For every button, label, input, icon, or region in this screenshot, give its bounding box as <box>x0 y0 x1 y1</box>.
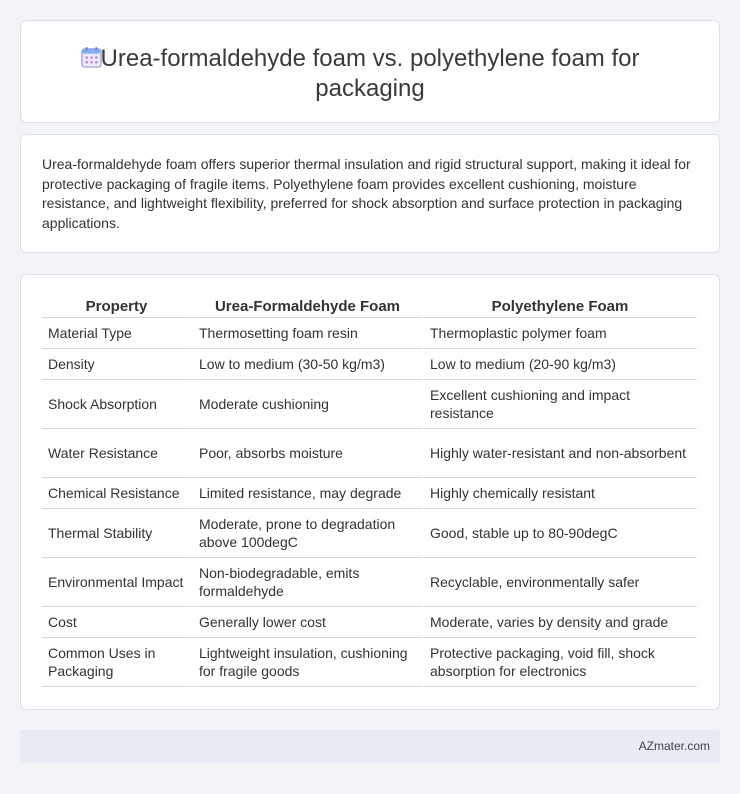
cell-property: Shock Absorption <box>42 380 193 429</box>
cell-property: Material Type <box>42 318 193 349</box>
footer-brand[interactable]: AZmater.com <box>638 739 710 753</box>
table-row <box>42 558 698 607</box>
cell-urea: Generally lower cost <box>193 607 424 638</box>
cell-property: Common Uses in Packaging <box>42 638 193 687</box>
cell-property: Thermal Stability <box>42 509 193 558</box>
header-polyethylene: Polyethylene Foam <box>424 296 698 318</box>
cell-property: Environmental Impact <box>42 558 193 607</box>
summary-card <box>20 134 720 253</box>
cell-polyethylene: Highly water-resistant and non-absorbent <box>424 429 698 478</box>
cell-urea: Moderate, prone to degradation above 100degC <box>193 509 424 558</box>
cell-polyethylene: Recyclable, environmentally safer <box>424 558 698 607</box>
cell-polyethylene: Protective packaging, void fill, shock absorption for electronics <box>424 638 698 687</box>
cell-urea: Thermosetting foam resin <box>193 318 424 349</box>
table-row <box>42 380 698 429</box>
table-row <box>42 509 698 558</box>
cell-property: Density <box>42 349 193 380</box>
summary-text: Urea-formaldehyde foam offers superior thermal insulation and rigid structural support, making it ideal for protective packaging of fragile items. Polyethylene foam provides excellent cushioning, moisture resistance, and lightweight flexibility, preferred for shock absorption and surface protection in packaging applications. <box>42 156 691 231</box>
cell-polyethylene: Highly chemically resistant <box>424 478 698 509</box>
cell-urea: Non-biodegradable, emits formaldehyde <box>193 558 424 607</box>
cell-property: Cost <box>42 607 193 638</box>
table-row <box>42 638 698 687</box>
cell-urea: Limited resistance, may degrade <box>193 478 424 509</box>
cell-polyethylene: Excellent cushioning and impact resistance <box>424 380 698 429</box>
cell-urea: Low to medium (30-50 kg/m3) <box>193 349 424 380</box>
table-row <box>42 607 698 638</box>
table-row <box>42 318 698 349</box>
footer-bar <box>20 730 720 763</box>
cell-polyethylene: Low to medium (20-90 kg/m3) <box>424 349 698 380</box>
table-row <box>42 349 698 380</box>
cell-urea: Moderate cushioning <box>193 380 424 429</box>
table-header-row <box>42 296 698 318</box>
cell-polyethylene: Good, stable up to 80-90degC <box>424 509 698 558</box>
cell-urea: Poor, absorbs moisture <box>193 429 424 478</box>
title-card <box>20 20 720 123</box>
page-title: Urea-formaldehyde foam vs. polyethylene foam for packaging <box>100 45 640 102</box>
header-urea-formaldehyde: Urea-Formaldehyde Foam <box>193 296 424 318</box>
table-row <box>42 478 698 509</box>
cell-property: Chemical Resistance <box>42 478 193 509</box>
cell-polyethylene: Thermoplastic polymer foam <box>424 318 698 349</box>
cell-polyethylene: Moderate, varies by density and grade <box>424 607 698 638</box>
comparison-table <box>42 296 698 687</box>
cell-property: Water Resistance <box>42 429 193 478</box>
table-row <box>42 429 698 478</box>
header-property: Property <box>42 296 193 318</box>
comparison-table-card <box>20 274 720 710</box>
cell-urea: Lightweight insulation, cushioning for fragile goods <box>193 638 424 687</box>
